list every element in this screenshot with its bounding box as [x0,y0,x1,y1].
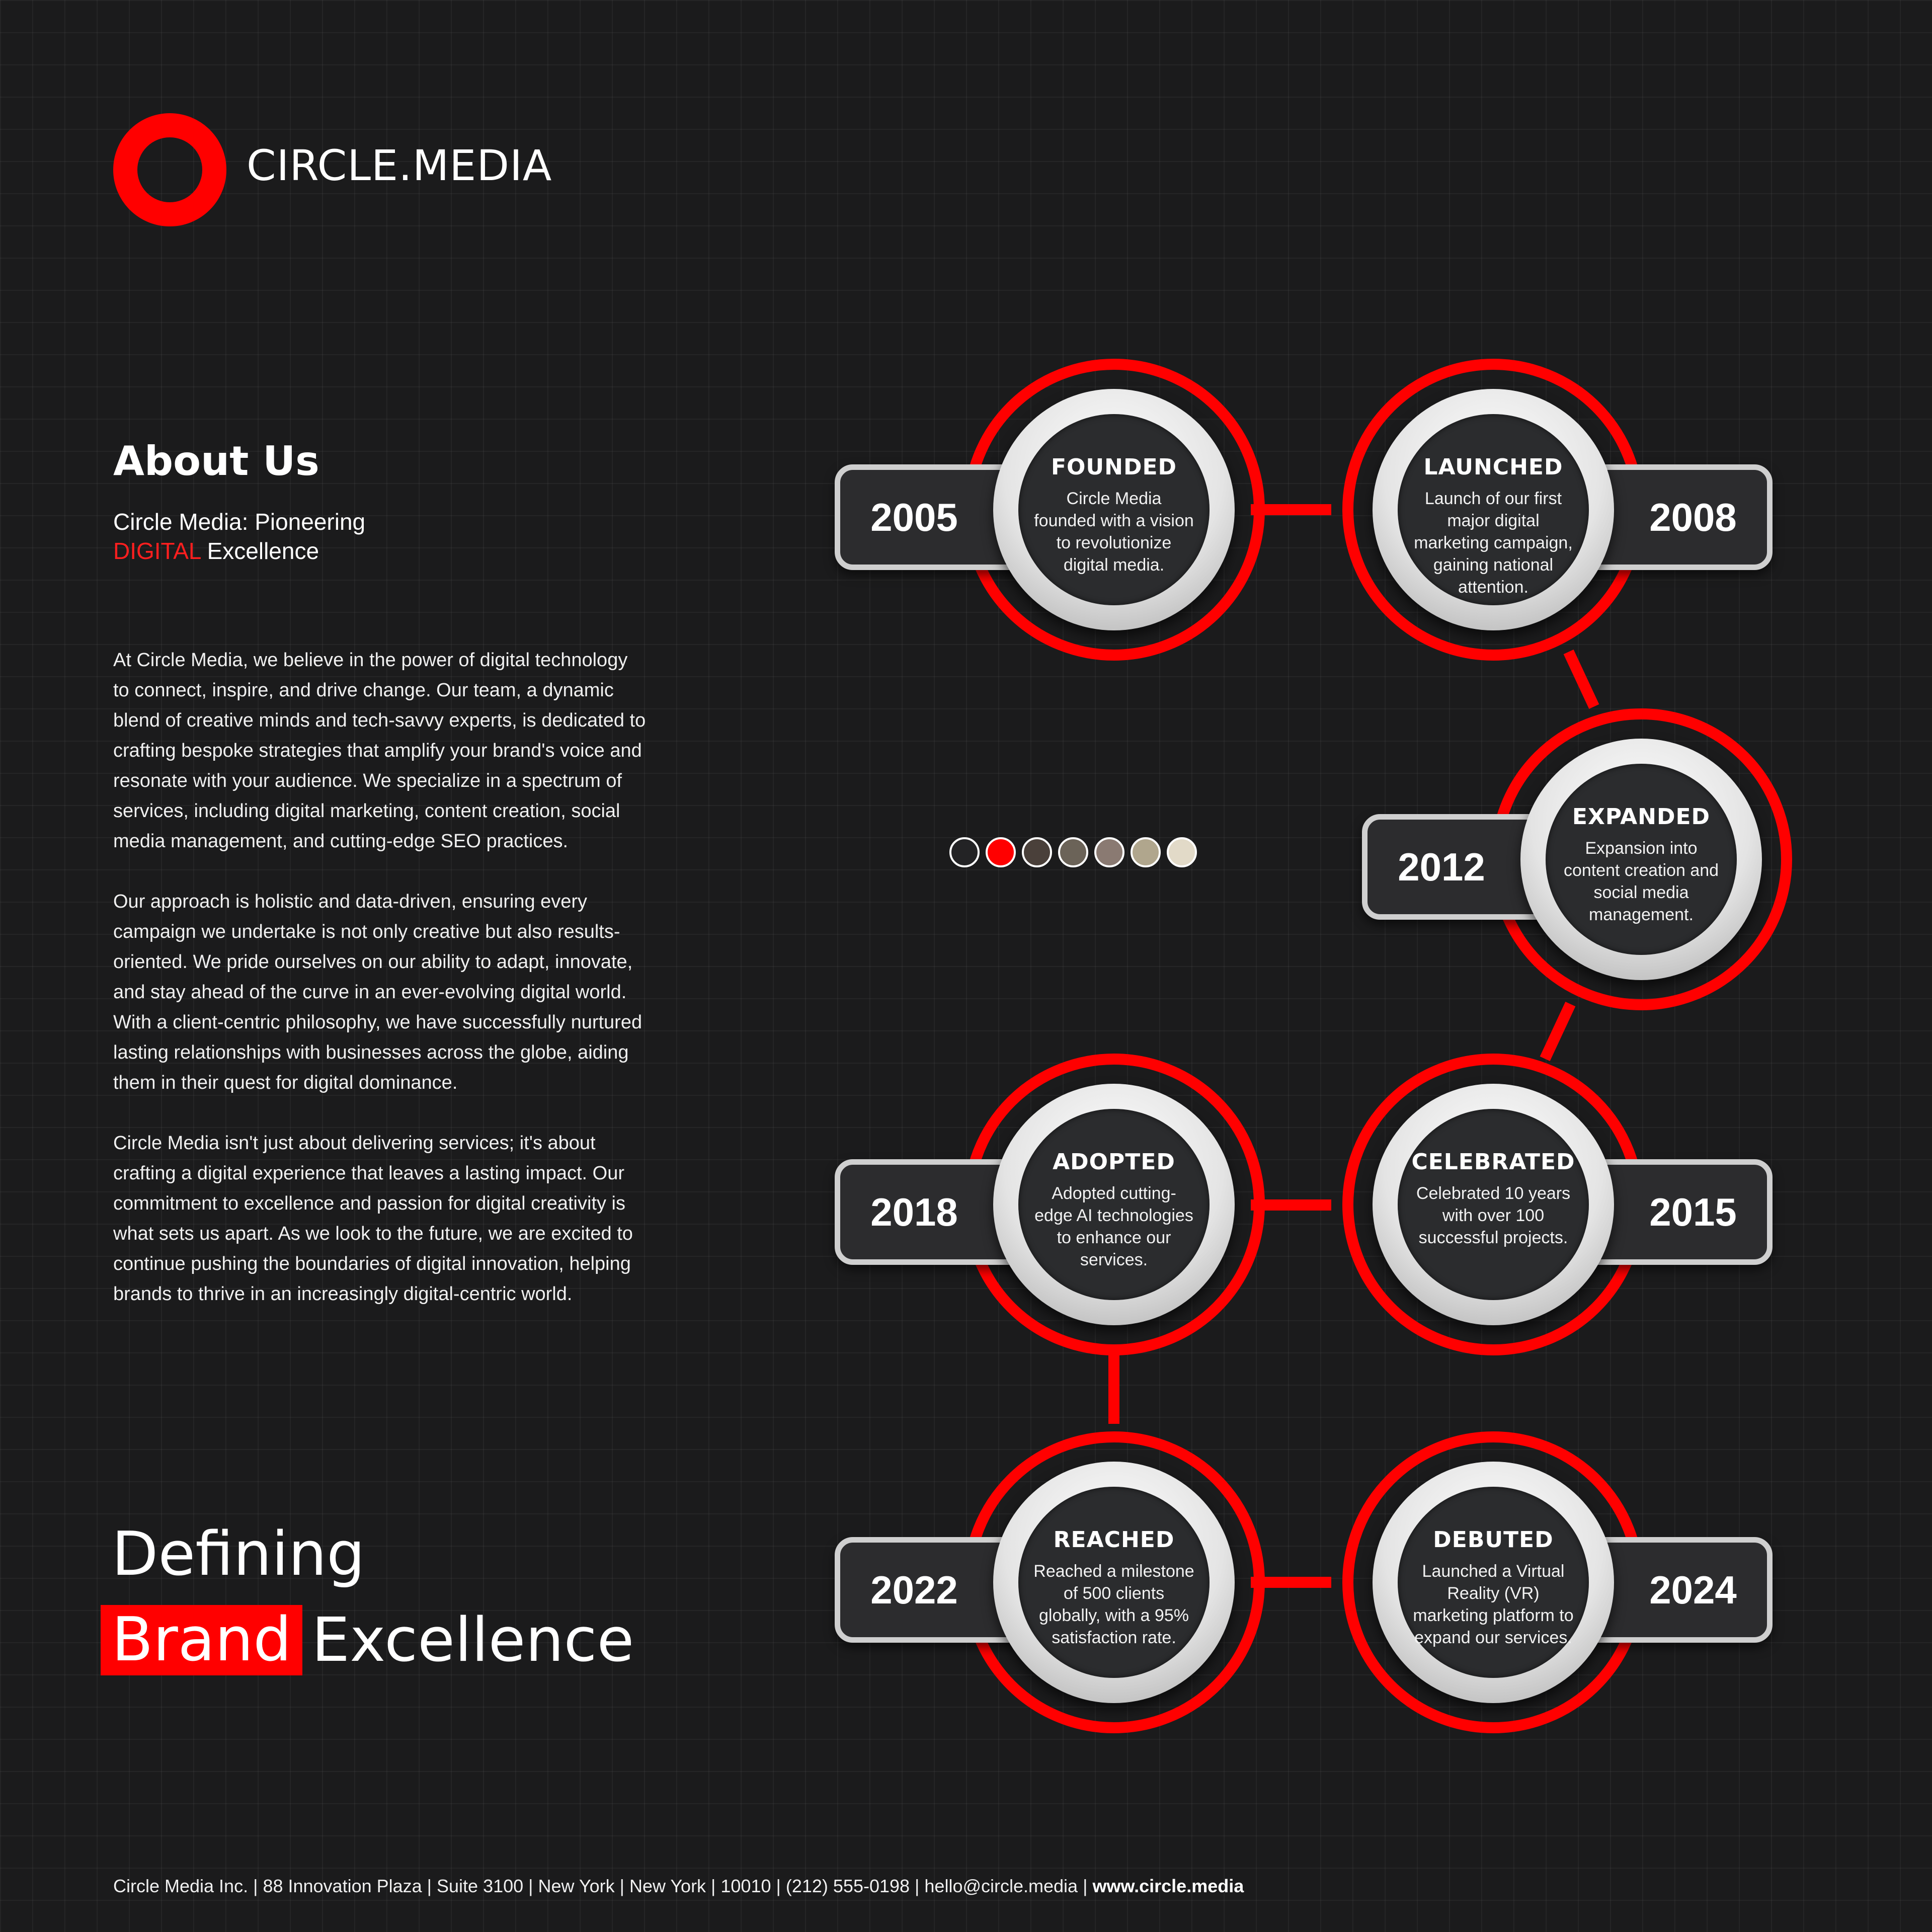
milestone-title: REACHED [1053,1527,1175,1553]
milestone-description: Reached a milestone of 500 clients globally, with a 95% satisfaction rate. [1033,1562,1194,1647]
milestone-2005 [870,359,1265,661]
milestone-description: Adopted cutting-edge AI technologies to enhance our services. [1034,1184,1193,1269]
milestone-disc [1018,1109,1210,1300]
color-swatch [1058,837,1088,867]
tagline-line1: Circle Media: Pioneering [113,509,366,535]
year-label: 2015 [1649,1190,1737,1234]
logo [113,113,226,226]
about-paragraph: At Circle Media, we believe in the power of digital technology to connect, inspire, and drive change. Our team, a dynamic blend of creative minds and tech-savvy experts, is dedicated to crafting bespoke strategies that amplify your brand's voice and resonate with your audience. We specialize in a spectrum of services, including digital marketing, content creation, social media management, and cutting-edge SEO practices. [113,650,646,852]
about-body [113,645,647,1339]
headline-rest: Excellence [311,1605,634,1675]
milestone-2024 [1342,1431,1737,1733]
about-title: About Us [113,438,319,485]
headline-highlight: Brand [101,1605,302,1675]
footer [113,1876,1244,1897]
color-swatch [1167,837,1197,867]
year-label: 2022 [870,1568,958,1612]
milestone-title: CELEBRATED [1411,1149,1575,1175]
milestone-description: Launched a Virtual Reality (VR) marketing platform to expand our services. [1413,1562,1574,1647]
color-swatch [949,837,980,867]
headline-line1: Defining [112,1519,365,1589]
milestone-title: EXPANDED [1572,804,1711,830]
milestone-title: DEBUTED [1433,1527,1554,1553]
milestone-title: FOUNDED [1051,454,1177,480]
color-palette [949,837,1197,867]
milestone-2015 [1342,1054,1737,1355]
milestone-2022 [870,1431,1265,1733]
year-label: 2018 [870,1190,958,1234]
year-label: 2024 [1649,1568,1737,1612]
headline-line2 [101,1605,634,1675]
connector [1108,1348,1119,1424]
milestone-description: Celebrated 10 years with over 100 successful projects. [1416,1184,1571,1247]
milestone-title: LAUNCHED [1423,454,1563,480]
about-paragraph: Our approach is holistic and data-driven, ensuring every campaign we undertake is not only creative but also results-oriented. We pride ourselves on our ability to adapt, innovate, and stay ahead of the curve in an ever-evolving digital world. With a client-centric philosophy, we have successfully nurtured lasting relationships with businesses across the globe, aiding them in their quest for digital dominance. [113,891,642,1093]
milestone-disc [1398,414,1589,605]
year-label: 2008 [1649,495,1737,539]
tagline [113,507,365,566]
milestone-disc [1546,764,1737,955]
color-swatch [986,837,1016,867]
footer-contact: Circle Media Inc. | 88 Innovation Plaza | Suite 3100 | New York | New York | 10010 | (212) 555-0198 | hello@circle.media | [113,1876,1093,1896]
milestone-2012 [1398,708,1792,1010]
logo-ring-icon [113,113,226,226]
about-paragraph: Circle Media isn't just about delivering services; it's about crafting a digital experience that leaves a lasting impact. Our commitment to excellence and passion for digital creativity is what sets us apart. As we look to the future, we are excited to continue pushing the boundaries of digital innovation, helping brands to thrive in an increasingly digital-centric world. [113,1133,633,1305]
milestone-disc [1398,1487,1589,1678]
tagline-highlight: DIGITAL [113,538,201,564]
color-swatch [1131,837,1161,867]
milestone-disc [1018,414,1210,605]
milestone-description: Launch of our first major digital marketing campaign, gaining national attention. [1414,489,1573,597]
milestone-2008 [1342,359,1737,661]
milestone-disc [1398,1109,1589,1300]
year-label: 2005 [870,495,958,539]
footer-website-link[interactable]: www.circle.media [1092,1876,1244,1896]
brand-name: CIRCLE.MEDIA [247,141,552,190]
milestone-description: Expansion into content creation and social media management. [1563,839,1719,924]
milestone-title: ADOPTED [1053,1149,1175,1175]
connector [1540,1002,1576,1061]
color-swatch [1094,837,1124,867]
milestone-disc [1018,1487,1210,1678]
milestone-description: Circle Media founded with a vision to revolutionize digital media. [1034,489,1194,575]
year-label: 2012 [1398,845,1485,889]
milestone-2018 [870,1054,1265,1355]
tagline-rest: Excellence [207,538,319,564]
color-swatch [1022,837,1052,867]
tagline-line2 [113,536,365,566]
